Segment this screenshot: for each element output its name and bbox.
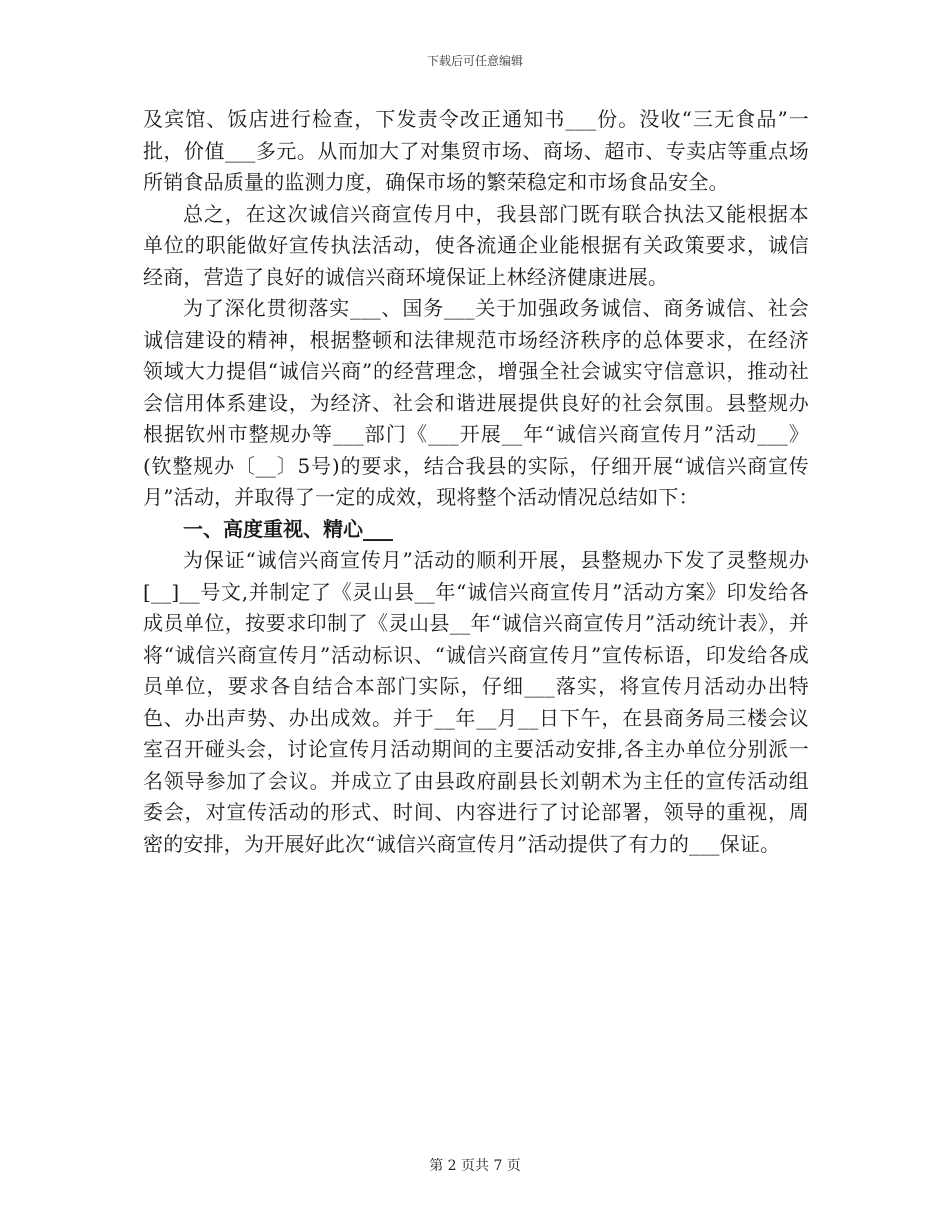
paragraph-summary: 总之，在这次诚信兴商宣传月中，我县部门既有联合执法又能根据本单位的职能做好宣传执法活动，使各流通企业能根据有关政策要求，诚信经商，营造了良好的诚信兴商环境保证上林经济健康进展。 — [143, 201, 809, 289]
paragraph-section-one: 为保证“诚信兴商宣传月”活动的顺利开展，县整规办下发了灵整规办[__]__号文,并制定了《灵山县__年“诚信兴商宣传月”活动方案》印发给各成员单位，按要求印制了《灵山县__年“诚信兴商宣传月”活动统计表》，并将“诚信兴商宣传月”活动标识、“诚信兴商宣传月”宣传标语，印发给各成员单位，要求各自结合本部门实际，仔细___落实，将宣传月活动办出特色、办出声势、办出成效。并于__年__月__日下午，在县商务局三楼会议室召开碰头会，讨论宣传月活动期间的主要活动安排,各主办单位分别派一名领导参加了会议。并成立了由县政府副县长刘朝术为主任的宣传活动组委会，对宣传活动的形式、时间、内容进行了讨论部署，领导的重视，周密的安排，为开展好此次“诚信兴商宣传月”活动提供了有力的___保证。 — [143, 548, 809, 856]
paragraph-introduction: 为了深化贯彻落实___、国务___关于加强政务诚信、商务诚信、社会诚信建设的精神，根据整顿和法律规范市场经济秩序的总体要求，在经济领域大力提倡“诚信兴商”的经营理念，增强全社会诚实守信意识，推动社会信用体系建设，为经济、社会和谐进展提供良好的社会氛围。县整规办根据钦州市整规办等___部门《___开展__年“诚信兴商宣传月”活动___》(钦整规办〔__〕5号)的要求，结合我县的实际，仔细开展“诚信兴商宣传月”活动，并取得了一定的成效，现将整个活动情况总结如下： — [143, 296, 809, 509]
page-footer: 第 2 页共 7 页 — [429, 1158, 521, 1174]
document-body — [143, 104, 809, 860]
section-heading: 一、高度重视、精心___ — [183, 516, 393, 541]
page-header: 下载后可任意编辑 — [426, 54, 523, 68]
paragraph-continuation: 及宾馆、饭店进行检查，下发责令改正通知书___份。没收“三无食品”一批，价值___多元。从而加大了对集贸市场、商场、超市、专卖店等重点场所销食品质量的监测力度，确保市场的繁荣稳定和市场食品安全。 — [143, 107, 809, 194]
